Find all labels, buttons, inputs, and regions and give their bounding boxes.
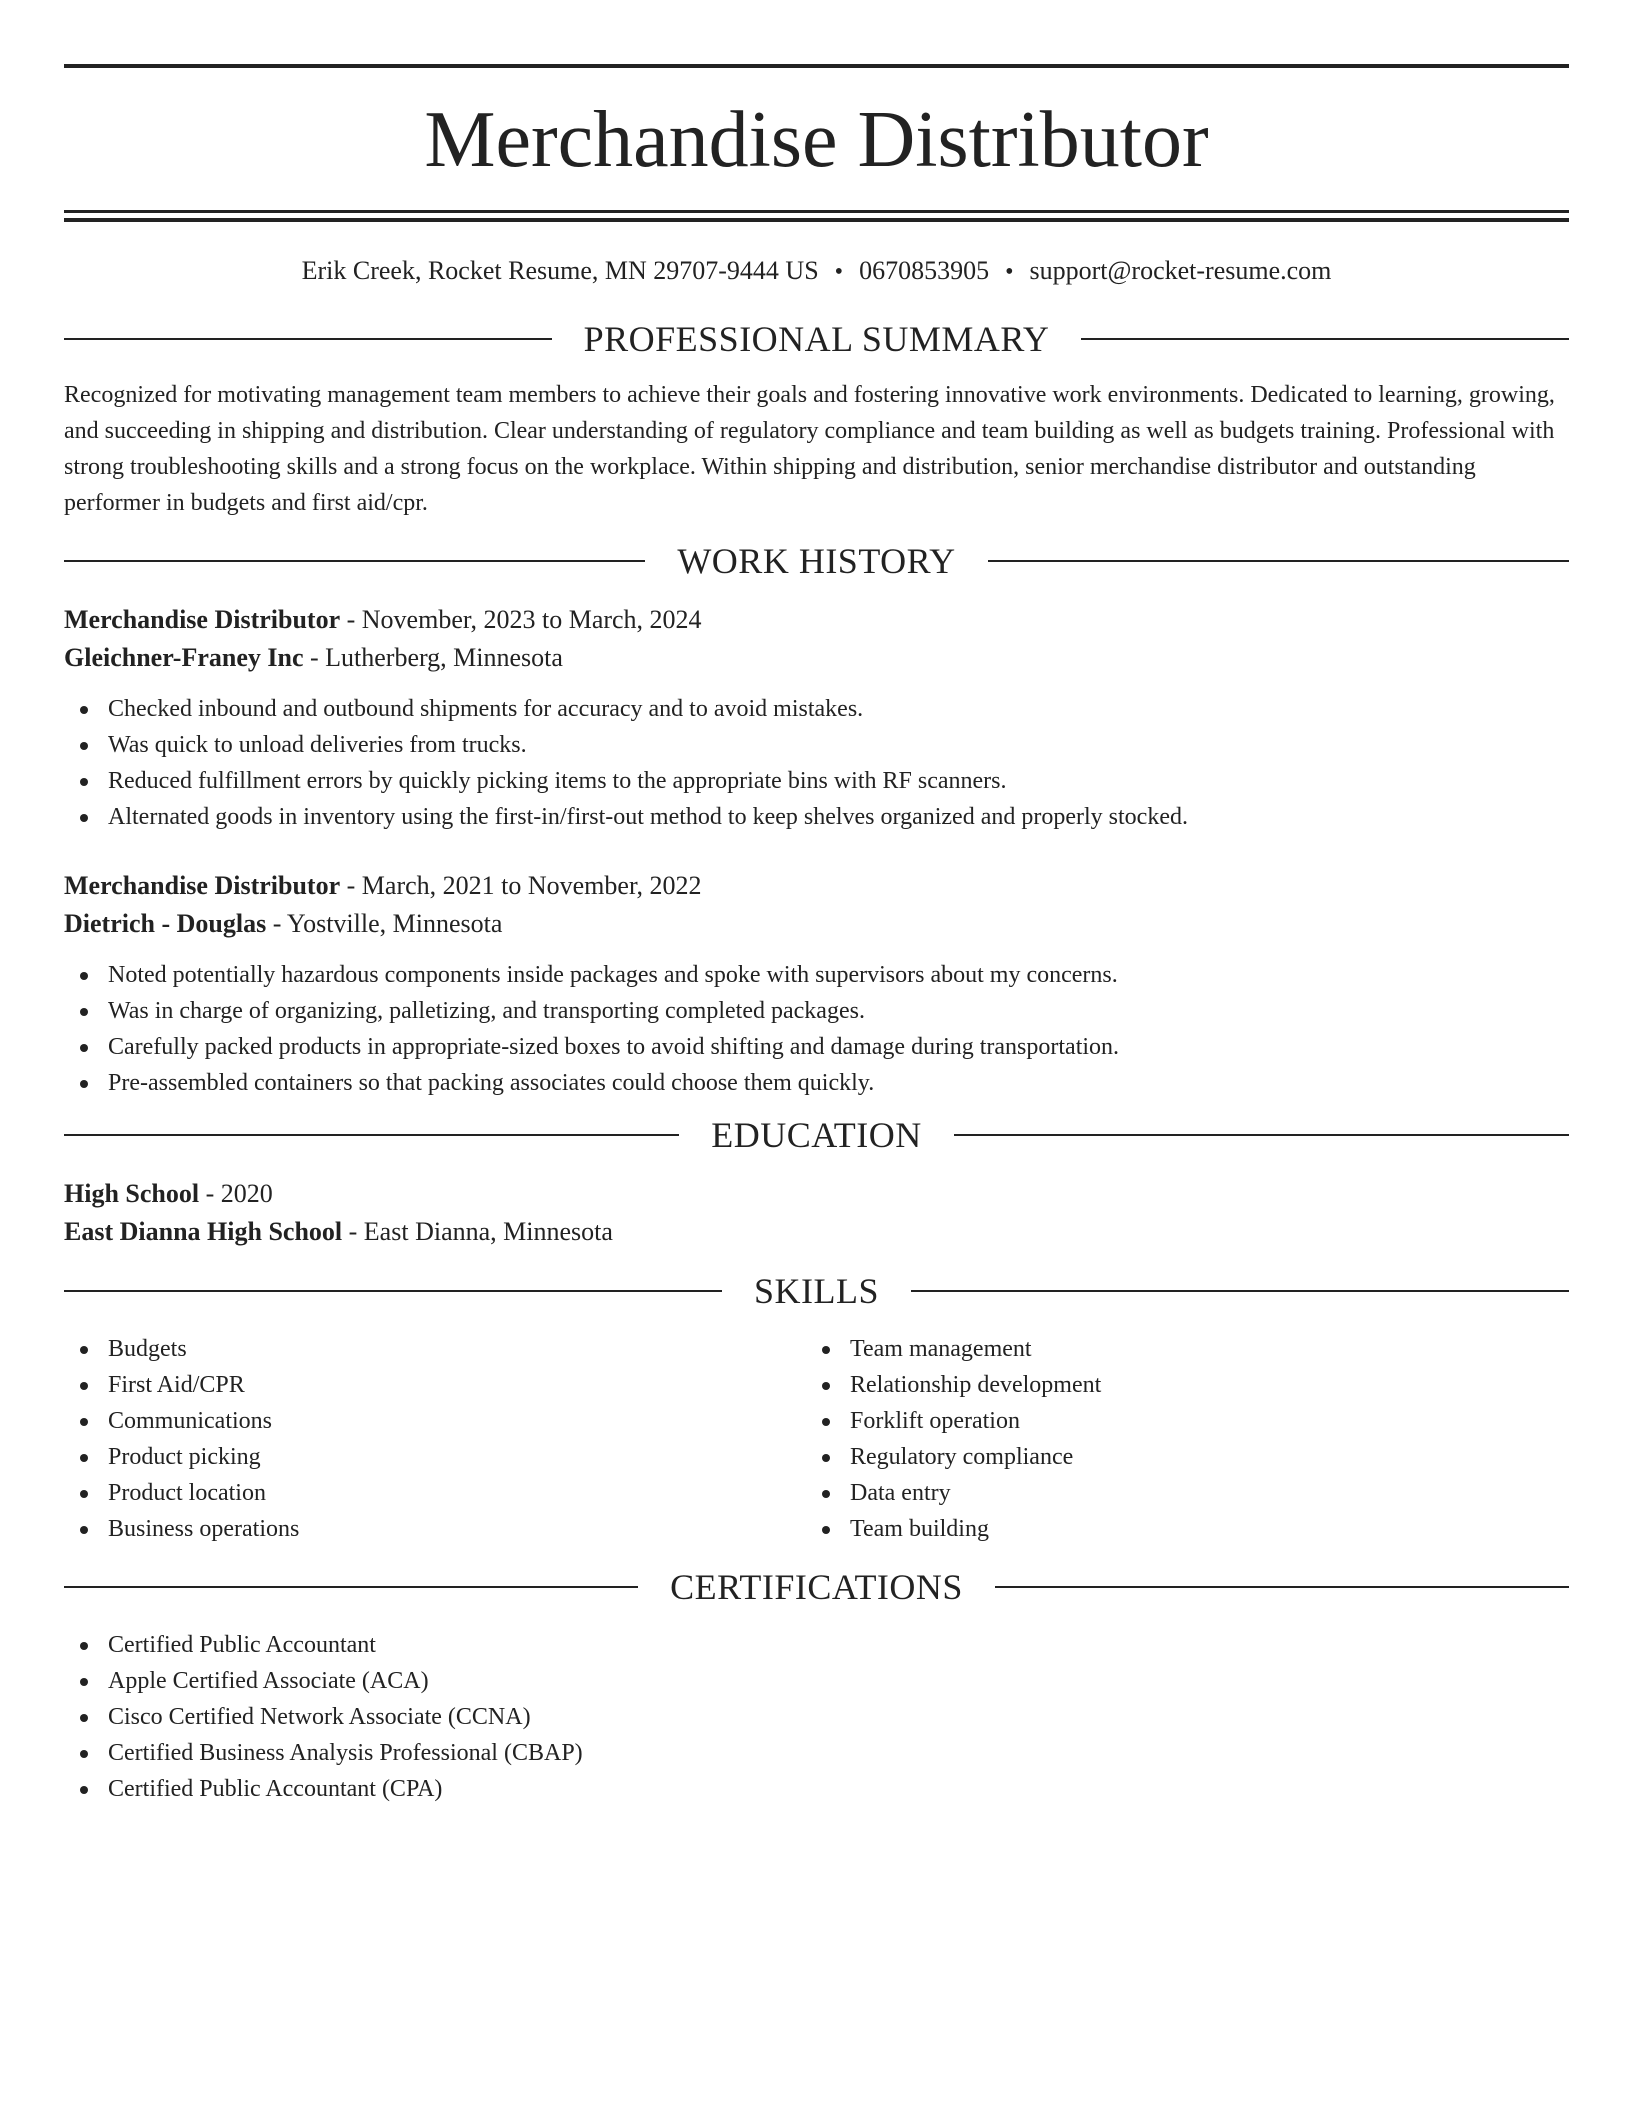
job-dates: - March, 2021 to November, 2022 bbox=[340, 871, 702, 900]
job-title-line bbox=[64, 601, 1569, 639]
list-item: Carefully packed products in appropriate-sized boxes to avoid shifting and damage during transportation. bbox=[64, 1029, 1569, 1065]
list-item: Pre-assembled containers so that packing associates could choose them quickly. bbox=[64, 1065, 1569, 1101]
section-title: CERTIFICATIONS bbox=[670, 1567, 963, 1607]
heading-rule-right bbox=[988, 560, 1569, 562]
job-company: Gleichner-Franey Inc bbox=[64, 643, 304, 672]
skill-item: Relationship development bbox=[806, 1367, 1548, 1403]
skill-item: First Aid/CPR bbox=[64, 1367, 806, 1403]
job-entry bbox=[64, 601, 1569, 835]
certification-item: Cisco Certified Network Associate (CCNA) bbox=[64, 1699, 1569, 1735]
education-entry bbox=[64, 1175, 1569, 1251]
education-year: - 2020 bbox=[199, 1179, 273, 1208]
job-company-line bbox=[64, 905, 1569, 943]
job-entry bbox=[64, 867, 1569, 1101]
header-double-rule bbox=[64, 210, 1569, 222]
education-school: East Dianna High School bbox=[64, 1217, 343, 1246]
contact-line bbox=[64, 256, 1569, 287]
job-company-line bbox=[64, 639, 1569, 677]
section-title: PROFESSIONAL SUMMARY bbox=[583, 319, 1050, 359]
education-degree-line bbox=[64, 1175, 1569, 1213]
section-title: WORK HISTORY bbox=[677, 541, 956, 581]
job-title: Merchandise Distributor bbox=[64, 871, 341, 900]
certification-item: Certified Public Accountant (CPA) bbox=[64, 1771, 1569, 1807]
contact-email: support@rocket-resume.com bbox=[1029, 256, 1332, 285]
job-bullets bbox=[64, 957, 1569, 1101]
summary-text: Recognized for motivating management team members to achieve their goals and fostering innovative work environments. Dedicated to learning, growing, and succeeding in shipping and distribution. Clear understanding of regulatory compliance and team building as well as budgets training. Professional with strong troubleshooting skills and a strong focus on the workplace. Within shipping and distribution, senior merchandise distributor and outstanding performer in budgets and first aid/cpr. bbox=[64, 382, 1555, 516]
contact-address: Erik Creek, Rocket Resume, MN 29707-9444 US bbox=[301, 256, 819, 285]
heading-rule-right bbox=[954, 1134, 1569, 1136]
header-top-rule bbox=[64, 64, 1569, 68]
skill-item: Product location bbox=[64, 1475, 806, 1511]
heading-rule-left bbox=[64, 338, 552, 340]
certifications-list bbox=[64, 1627, 1569, 1807]
list-item: Was quick to unload deliveries from trucks. bbox=[64, 727, 1569, 763]
skills-column-right bbox=[806, 1331, 1548, 1547]
section-heading-work bbox=[64, 541, 1569, 581]
skill-item: Team management bbox=[806, 1331, 1548, 1367]
heading-rule-right bbox=[1081, 338, 1569, 340]
job-bullets bbox=[64, 691, 1569, 835]
heading-rule-left bbox=[64, 1290, 722, 1292]
education-degree: High School bbox=[64, 1179, 200, 1208]
heading-rule-left bbox=[64, 1586, 638, 1588]
job-location: - Lutherberg, Minnesota bbox=[303, 643, 563, 672]
contact-phone: 0670853905 bbox=[859, 256, 990, 285]
list-item: Was in charge of organizing, palletizing, and transporting completed packages. bbox=[64, 993, 1569, 1029]
skill-item: Forklift operation bbox=[806, 1403, 1548, 1439]
list-item: Noted potentially hazardous components inside packages and spoke with supervisors about my concerns. bbox=[64, 957, 1569, 993]
education-school-line bbox=[64, 1213, 1569, 1251]
list-item: Alternated goods in inventory using the first-in/first-out method to keep shelves organized and properly stocked. bbox=[64, 799, 1569, 835]
skill-item: Data entry bbox=[806, 1475, 1548, 1511]
job-company: Dietrich - Douglas bbox=[64, 909, 267, 938]
resume-name: Merchandise Distributor bbox=[424, 96, 1209, 184]
section-title: EDUCATION bbox=[711, 1115, 922, 1155]
skill-item: Regulatory compliance bbox=[806, 1439, 1548, 1475]
list-item: Reduced fulfillment errors by quickly picking items to the appropriate bins with RF scanners. bbox=[64, 763, 1569, 799]
job-title-line bbox=[64, 867, 1569, 905]
certification-item: Certified Public Accountant bbox=[64, 1627, 1569, 1663]
education-location: - East Dianna, Minnesota bbox=[342, 1217, 613, 1246]
contact-separator: • bbox=[1005, 259, 1014, 285]
skill-item: Budgets bbox=[64, 1331, 806, 1367]
skill-item: Product picking bbox=[64, 1439, 806, 1475]
resume-page bbox=[64, 64, 1569, 1807]
contact-separator: • bbox=[834, 259, 844, 285]
heading-rule-right bbox=[995, 1586, 1569, 1588]
skills-column-left bbox=[64, 1331, 806, 1547]
skill-item: Business operations bbox=[64, 1511, 806, 1547]
section-title: SKILLS bbox=[754, 1271, 880, 1311]
skill-item: Communications bbox=[64, 1403, 806, 1439]
heading-rule-right bbox=[911, 1290, 1569, 1292]
skill-item: Team building bbox=[806, 1511, 1548, 1547]
job-location: - Yostville, Minnesota bbox=[266, 909, 503, 938]
job-dates: - November, 2023 to March, 2024 bbox=[340, 605, 702, 634]
certification-item: Certified Business Analysis Professional (CBAP) bbox=[64, 1735, 1569, 1771]
list-item: Checked inbound and outbound shipments for accuracy and to avoid mistakes. bbox=[64, 691, 1569, 727]
section-heading-skills bbox=[64, 1271, 1569, 1311]
heading-rule-left bbox=[64, 1134, 679, 1136]
section-heading-certifications bbox=[64, 1567, 1569, 1607]
job-title: Merchandise Distributor bbox=[64, 605, 341, 634]
section-heading-summary bbox=[64, 319, 1569, 359]
skills-grid bbox=[64, 1331, 1569, 1547]
section-heading-education bbox=[64, 1115, 1569, 1155]
heading-rule-left bbox=[64, 560, 645, 562]
certification-item: Apple Certified Associate (ACA) bbox=[64, 1663, 1569, 1699]
